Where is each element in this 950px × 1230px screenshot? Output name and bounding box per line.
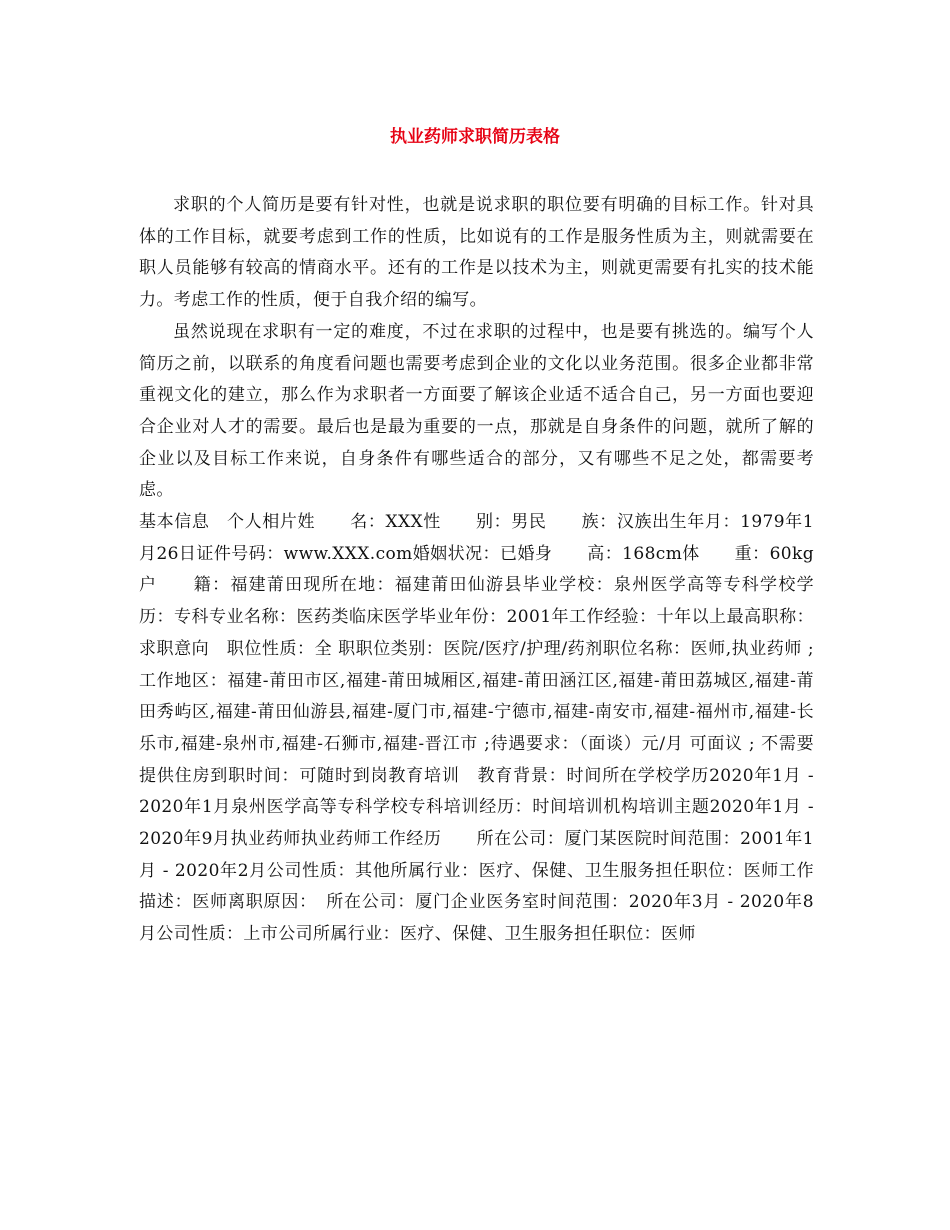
paragraph-selection: 虽然说现在求职有一定的难度，不过在求职的过程中，也是要有挑选的。编写个人简历之前，以联系的角度看问题也需要考虑到企业的文化以业务范围。很多企业都非常重视文化的建立，那么作为求职者一方面要了解该企业适不适合自己，另一方面也要迎合企业对人才的需要。最后也是最为重要的一点，那就是自身条件的问题，就所了解的企业以及目标工作来说，自身条件有哪些适合的部分，又有哪些不足之处，都需要考虑。 [139, 321, 814, 501]
document-title: 执业药师求职简历表格 [390, 127, 560, 147]
document-body [139, 190, 849, 951]
paragraph-intro: 求职的个人简历是要有针对性，也就是说求职的职位要有明确的目标工作。针对具体的工作目标，就要考虑到工作的性质，比如说有的工作是服务性质为主，则就需要在职人员能够有较高的情商水平。还有的工作是以技术为主，则就更需要有扎实的技术能力。考虑工作的性质，便于自我介绍的编写。 [139, 195, 814, 311]
paragraph-resume-details: 基本信息 个人相片姓 名：XXX性 别：男民 族：汉族出生年月：1979年1月26日证件号码：www.XXX.com婚姻状况：已婚身 高：168cm体 重：60kg户 籍：福建莆田现所在地：福建莆田仙游县毕业学校：泉州医学高等专科学校学 历：专科专业名称：医药类临床医学毕业年份：2001年工作经验：十年以上最高职称：求职意向 职位性质：全 职职位类别：医院/医疗/护理/药剂职位名称：医师,执业药师 ;工作地区：福建-莆田市区,福建-莆田城厢区,福建-莆田涵江区,福建-莆田荔城区,福建-莆田秀屿区,福建-莆田仙游县,福建-厦门市,福建-宁德市,福建-南安市,福建-福州市,福建-长乐市,福建-泉州市,福建-石狮市,福建-晋江市 ;待遇要求：（面谈）元/月 可面议 ; 不需要提供住房到职时间：可随时到岗教育培训 教育背景：时间所在学校学历2020年1月 - 2020年1月泉州医学高等专科学校专科培训经历：时间培训机构培训主题2020年1月 - 2020年9月执业药师执业药师工作经历 所在公司：厦门某医院时间范围：2001年1月 - 2020年2月公司性质：其他所属行业：医疗、保健、卫生服务担任职位：医师工作描述：医师离职原因： 所在公司：厦门企业医务室时间范围：2020年3月 - 2020年8月公司性质：上市公司所属行业：医疗、保健、卫生服务担任职位：医师 [139, 512, 849, 945]
